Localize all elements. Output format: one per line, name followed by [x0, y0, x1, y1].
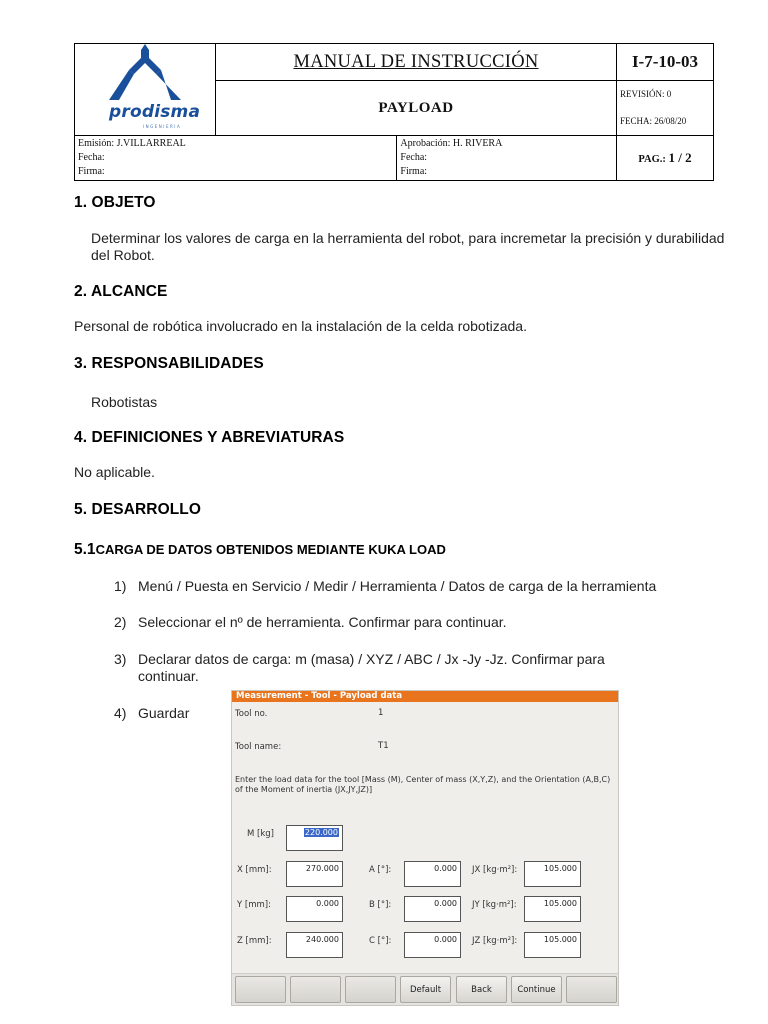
subsection-5-1-title	[74, 541, 446, 559]
section-objeto-title: 1. OBJETO	[74, 194, 156, 211]
step-text: Declarar datos de carga: m (masa) / XYZ / ABC / Jx -Jy -Jz. Confirmar para continuar.	[138, 651, 605, 684]
logo-cell	[75, 44, 216, 136]
aprobacion-name: Aprobación: H. RIVERA	[400, 138, 503, 149]
y-label: Y [mm]:	[237, 900, 271, 910]
jx-input[interactable]: 105.000	[524, 861, 581, 887]
page-label: PAG.:	[638, 154, 666, 165]
step-text: Seleccionar el nº de herramienta. Confirmar para continuar.	[138, 614, 507, 630]
mass-input[interactable]	[286, 825, 343, 851]
emision-cell	[75, 136, 397, 181]
tool-no-label: Tool no.	[235, 709, 268, 719]
emision-signature: Firma:	[78, 166, 105, 177]
a-label: A [°]:	[369, 865, 392, 875]
section-alcance-title: 2. ALCANCE	[74, 283, 168, 300]
document-code: I-7-10-03	[617, 44, 714, 81]
step-item	[114, 651, 658, 684]
company-logo	[75, 44, 215, 135]
emision-name: Emisión: J.VILLARREAL	[78, 138, 186, 149]
revision-label: REVISIÓN: 0	[620, 89, 672, 99]
document-date: FECHA: 26/08/20	[620, 116, 687, 126]
c-input[interactable]: 0.000	[404, 932, 461, 958]
step-text: Menú / Puesta en Servicio / Medir / Herramienta / Datos de carga de la herramienta	[138, 578, 657, 594]
jz-label: JZ [kg·m²]:	[472, 936, 518, 946]
b-label: B [°]:	[369, 900, 392, 910]
step-item	[114, 578, 656, 595]
revision-cell	[617, 81, 714, 136]
tool-name-value: T1	[378, 741, 389, 751]
aprobacion-signature: Firma:	[400, 166, 428, 177]
c-label: C [°]:	[369, 936, 392, 946]
section-desarrollo-title: 5. DESARROLLO	[74, 501, 202, 518]
load-data-instructions: Enter the load data for the tool [Mass (M), Center of mass (X,Y,Z), and the Orientation (A,B,C) of the Moment of inertia (JX,JY,JZ)]	[235, 775, 611, 794]
step-number: 1)	[114, 578, 127, 594]
step-text: Guardar	[138, 705, 190, 721]
aprobacion-date: Fecha:	[400, 152, 428, 163]
section-definiciones-text: No aplicable.	[74, 464, 155, 480]
kuka-payload-screenshot	[231, 690, 619, 1006]
document-header	[74, 43, 714, 179]
back-button[interactable]: Back	[456, 976, 507, 1003]
x-label: X [mm]:	[237, 865, 272, 875]
section-objeto-text: Determinar los valores de carga en la herramienta del robot, para incremetar la precisión y durabilidad del Robot.	[91, 230, 725, 263]
tool-no-value: 1	[378, 708, 384, 718]
jz-input[interactable]: 105.000	[524, 932, 581, 958]
step-item	[114, 614, 507, 631]
y-input[interactable]: 0.000	[286, 896, 343, 922]
softkey-blank-button[interactable]	[235, 976, 286, 1003]
subsection-number: 5.1	[74, 541, 96, 558]
section-responsabilidades-title: 3. RESPONSABILIDADES	[74, 355, 264, 372]
softkey-blank-button[interactable]	[566, 976, 617, 1003]
jy-label: JY [kg·m²]:	[472, 900, 517, 910]
mass-value: 220.000	[304, 828, 338, 837]
aprobacion-cell	[397, 136, 617, 181]
step-item	[114, 705, 189, 722]
page-number-cell	[617, 136, 714, 181]
section-responsabilidades-text: Robotistas	[91, 394, 158, 410]
emision-date: Fecha:	[78, 152, 105, 163]
z-input[interactable]: 240.000	[286, 932, 343, 958]
section-definiciones-title: 4. DEFINICIONES Y ABREVIATURAS	[74, 429, 345, 446]
jx-label: JX [kg·m²]:	[472, 865, 518, 875]
continue-button[interactable]: Continue	[511, 976, 562, 1003]
softkey-blank-button[interactable]	[290, 976, 341, 1003]
z-label: Z [mm]:	[237, 936, 272, 946]
x-input[interactable]: 270.000	[286, 861, 343, 887]
document-title: MANUAL DE INSTRUCCIÓN	[216, 44, 617, 81]
mass-label: M [kg]	[247, 829, 274, 839]
tool-name-label: Tool name:	[235, 742, 282, 752]
logo-text: prodisma	[109, 102, 201, 122]
softkey-blank-button[interactable]	[345, 976, 396, 1003]
a-input[interactable]: 0.000	[404, 861, 461, 887]
step-number: 2)	[114, 614, 127, 630]
default-button[interactable]: Default	[400, 976, 451, 1003]
step-number: 3)	[114, 651, 127, 667]
subsection-text: CARGA DE DATOS OBTENIDOS MEDIANTE KUKA LOAD	[95, 542, 446, 557]
step-number: 4)	[114, 705, 127, 721]
jy-input[interactable]: 105.000	[524, 896, 581, 922]
section-alcance-text: Personal de robótica involucrado en la instalación de la celda robotizada.	[74, 318, 527, 334]
page-value: 1 / 2	[668, 150, 692, 165]
document-subtitle: PAYLOAD	[216, 81, 617, 136]
kuka-window-title: Measurement - Tool - Payload data	[232, 691, 618, 702]
logo-subtext: INGENIERIA	[143, 124, 182, 129]
b-input[interactable]: 0.000	[404, 896, 461, 922]
